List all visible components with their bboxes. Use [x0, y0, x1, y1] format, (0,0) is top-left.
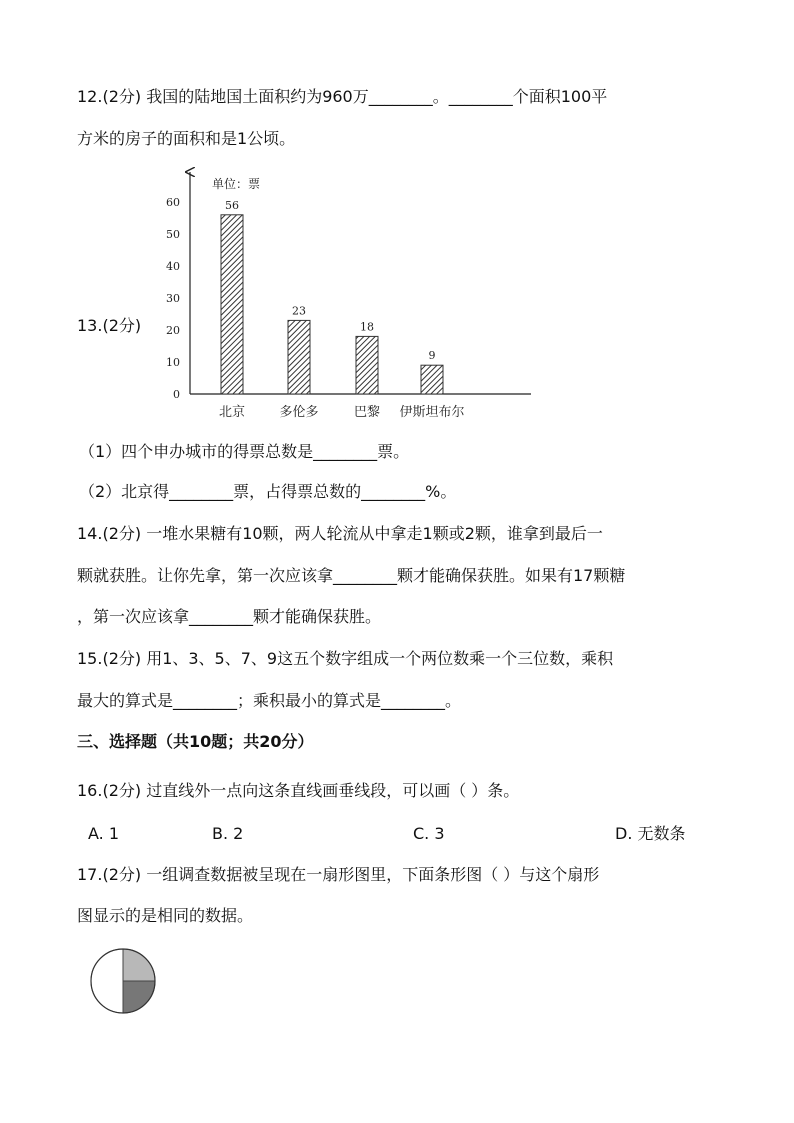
x-axis-labels	[219, 404, 465, 420]
y-axis-ticks	[166, 196, 180, 401]
y-tick-label: 60	[166, 196, 180, 209]
q14-line-1: 14.(2分) 一堆水果糖有10颗，两人轮流从中拿走1颗或2颗，谁拿到最后一	[77, 524, 603, 543]
bar-value-label: 9	[428, 349, 436, 363]
chart-unit-label: 单位：票	[212, 177, 261, 191]
q13-label: 13.(2分)	[77, 316, 142, 335]
q17-line-2: 图显示的是相同的数据。	[77, 906, 254, 925]
x-category-label: 多伦多	[279, 405, 319, 420]
q16-option-b[interactable]: B. 2	[212, 824, 244, 843]
q15-line-1: 15.(2分) 用1、3、5、7、9这五个数字组成一个两位数乘一个三位数，乘积	[77, 649, 614, 668]
y-tick-label: 40	[166, 260, 180, 273]
bar	[356, 336, 378, 394]
bar	[288, 320, 310, 394]
bar-value-label: 23	[292, 304, 306, 318]
q16-stem: 16.(2分) 过直线外一点向这条直线画垂线段，可以画（ ）条。	[77, 781, 520, 800]
q17-line-1: 17.(2分) 一组调查数据被呈现在一扇形图里，下面条形图（ ）与这个扇形	[77, 865, 600, 884]
x-category-label: 伊斯坦布尔	[399, 405, 465, 420]
vote-bar-chart	[166, 166, 536, 424]
y-tick-label: 50	[166, 228, 180, 241]
q16-option-d[interactable]: D. 无数条	[615, 824, 686, 843]
x-category-label: 巴黎	[353, 405, 381, 420]
y-tick-label: 30	[166, 292, 180, 305]
x-category-label: 北京	[218, 405, 246, 420]
bar	[221, 215, 243, 394]
pie-chart	[88, 946, 158, 1016]
y-tick-label: 10	[166, 356, 180, 369]
y-tick-label: 20	[166, 324, 180, 337]
bar-value-label: 18	[360, 320, 374, 334]
q14-line-3: ，第一次应该拿________颗才能确保获胜。	[77, 607, 382, 626]
chart-bars	[221, 199, 443, 394]
q16-option-a[interactable]: A. 1	[88, 824, 120, 843]
q16-option-c[interactable]: C. 3	[413, 824, 445, 843]
section-title: 三、选择题（共10题；共20分）	[77, 732, 314, 751]
pie-slices	[91, 949, 155, 1013]
pie-slice	[91, 949, 123, 1013]
bar	[421, 365, 443, 394]
q15-line-2: 最大的算式是________；乘积最小的算式是________。	[77, 691, 462, 710]
y-tick-label: 0	[173, 388, 180, 401]
q12-line-1: 12.(2分) 我国的陆地国土面积约为960万________。________个面积100平	[77, 87, 608, 106]
q13-sub-2: （2）北京得________票，占得票总数的________%。	[79, 482, 457, 501]
q13-sub-1: （1）四个申办城市的得票总数是________票。	[79, 442, 410, 461]
q12-line-2: 方米的房子的面积和是1公顷。	[77, 129, 296, 148]
q14-line-2: 颗就获胜。让你先拿，第一次应该拿________颗才能确保获胜。如果有17颗糖	[77, 566, 626, 585]
bar-value-label: 56	[225, 198, 239, 212]
